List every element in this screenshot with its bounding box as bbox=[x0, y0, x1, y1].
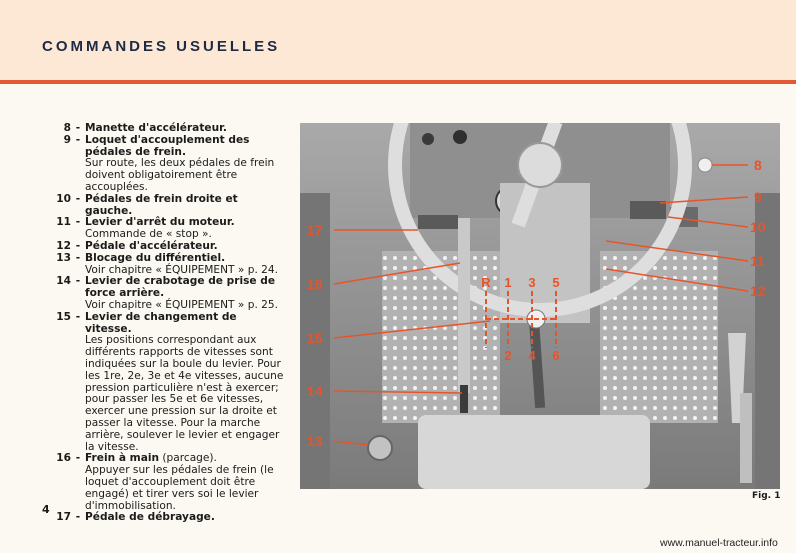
page-number: 4 bbox=[42, 503, 50, 516]
dashboard-knob-icon bbox=[453, 130, 467, 144]
gear-label: 3 bbox=[528, 275, 536, 290]
item-number: 16 bbox=[56, 452, 71, 465]
callout-label: 10 bbox=[750, 219, 766, 235]
handbrake-lever bbox=[458, 218, 470, 393]
item-label: Pédale de débrayage. bbox=[85, 511, 215, 524]
item-label-suffix: (parcage). bbox=[159, 452, 217, 465]
list-item: 15 - Levier de changement de vitesse. Les positions correspondant aux différents rapports de vitesses sont indiquées sur la boule du levier. Pour les 1re, 2e, 3e et 4e vitesses, aucune pression particulière n'est à exercer; pour passer les 5e et 6e vitesses, exercer une pression sur la droite et passer la vitesse. Pour la marche arrière, soulever le levier et engager la vitesse. bbox=[40, 312, 284, 454]
gear-label: 2 bbox=[504, 348, 512, 363]
item-number: 11 bbox=[56, 216, 71, 229]
item-label: Levier de changement de vitesse. bbox=[85, 310, 237, 335]
figure-photo bbox=[300, 123, 780, 489]
tractor-controls-illustration bbox=[300, 123, 780, 489]
list-item: 10 - Pédales de frein droite et gauche. bbox=[40, 194, 284, 218]
steering-hub bbox=[518, 143, 562, 187]
diff-lock-pedal-icon bbox=[368, 436, 392, 460]
seat-cushion bbox=[418, 415, 650, 489]
throttle-knob-icon bbox=[698, 158, 712, 172]
legend-list bbox=[40, 123, 284, 524]
page-title: COMMANDES USUELLES bbox=[42, 38, 281, 55]
callout-label: 17 bbox=[307, 222, 323, 238]
list-item: 16 - Frein à main (parcage). Appuyer sur les pédales de frein (le loquet d'accouplement doit être engagé) et tirer vers soi le levier d'immobilisation. bbox=[40, 453, 284, 512]
callout-label: 16 bbox=[307, 276, 323, 292]
gear-label: 5 bbox=[552, 275, 560, 290]
list-item: 13 - Blocage du différentiel. Voir chapitre « ÉQUIPEMENT » p. 24. bbox=[40, 253, 284, 277]
callout-label: 8 bbox=[754, 157, 762, 173]
item-label: Manette d'accélérateur. bbox=[85, 122, 227, 134]
pto-lever bbox=[460, 385, 468, 413]
header-rule bbox=[0, 80, 796, 84]
list-item: 8 - Manette d'accélérateur. bbox=[40, 123, 284, 135]
clutch-pedal-icon bbox=[418, 215, 458, 229]
callout-label: 9 bbox=[754, 189, 762, 205]
callout-label: 14 bbox=[307, 383, 323, 399]
list-item: 9 - Loquet d'accouplement des pédales de frein. Sur route, les deux pédales de frein doivent obligatoirement être accouplées. bbox=[40, 135, 284, 194]
gear-label: R bbox=[481, 275, 491, 290]
item-note: Appuyer sur les pédales de frein (le loquet d'accouplement doit être engagé) et tirer vers soi le levier d'immobilisation. bbox=[85, 464, 274, 512]
item-number: 15 bbox=[56, 310, 71, 323]
item-label: Blocage du différentiel. bbox=[85, 251, 226, 264]
list-item: 11 - Levier d'arrêt du moteur. Commande de « stop ». bbox=[40, 217, 284, 241]
item-note: Sur route, les deux pédales de frein doivent obligatoirement être accouplées. bbox=[85, 157, 275, 193]
item-number: 8 bbox=[63, 122, 71, 134]
callout-label: 13 bbox=[307, 433, 323, 449]
item-number: 12 bbox=[56, 239, 71, 252]
list-item: 12 - Pédale d'accélérateur. bbox=[40, 241, 284, 253]
item-number: 9 bbox=[63, 133, 71, 146]
gear-label: 4 bbox=[528, 348, 536, 363]
callout-label: 15 bbox=[307, 330, 323, 346]
item-number: 17 bbox=[56, 511, 71, 524]
item-label: Levier d'arrêt du moteur. bbox=[85, 216, 235, 229]
gear-label: 1 bbox=[504, 275, 512, 290]
side-lever-rod bbox=[740, 393, 752, 483]
item-label: Levier de crabotage de prise de force arrière. bbox=[85, 275, 276, 300]
list-item: 14 - Levier de crabotage de prise de force arrière. Voir chapitre « ÉQUIPEMENT » p. 25. bbox=[40, 276, 284, 311]
item-note: Les positions correspondant aux différents rapports de vitesses sont indiquées sur la boule du levier. Pour les 1re, 2e, 3e et 4e vitesses, aucune pression particulière n'est à exercer; pour passer les 5e et 6e vitesses, exercer une pression sur la droite et passer la vitesse. Pour la marche arrière, soulever le levier et engager la vitesse. bbox=[85, 334, 284, 453]
item-number: 10 bbox=[56, 192, 71, 205]
callout-label: 12 bbox=[750, 283, 766, 299]
item-number: 14 bbox=[56, 275, 71, 288]
frame-right bbox=[755, 193, 780, 489]
item-note: Voir chapitre « ÉQUIPEMENT » p. 25. bbox=[85, 298, 279, 311]
gear-label: 6 bbox=[552, 348, 560, 363]
item-note: Commande de « stop ». bbox=[85, 228, 212, 241]
callout-label: 11 bbox=[750, 253, 765, 269]
item-label: Pédales de frein droite et gauche. bbox=[85, 192, 238, 217]
dashboard-switch-icon bbox=[422, 133, 434, 145]
figure-caption: Fig. 1 bbox=[752, 491, 781, 501]
item-label: Pédale d'accélérateur. bbox=[85, 239, 218, 252]
item-note: Voir chapitre « ÉQUIPEMENT » p. 24. bbox=[85, 263, 279, 276]
item-number: 13 bbox=[56, 251, 71, 264]
watermark-text: www.manuel-tracteur.info bbox=[660, 537, 778, 549]
item-label: Loquet d'accouplement des pédales de frein. bbox=[85, 133, 250, 158]
item-label: Frein à main bbox=[85, 452, 160, 465]
list-item: 17 - Pédale de débrayage. bbox=[40, 512, 284, 524]
